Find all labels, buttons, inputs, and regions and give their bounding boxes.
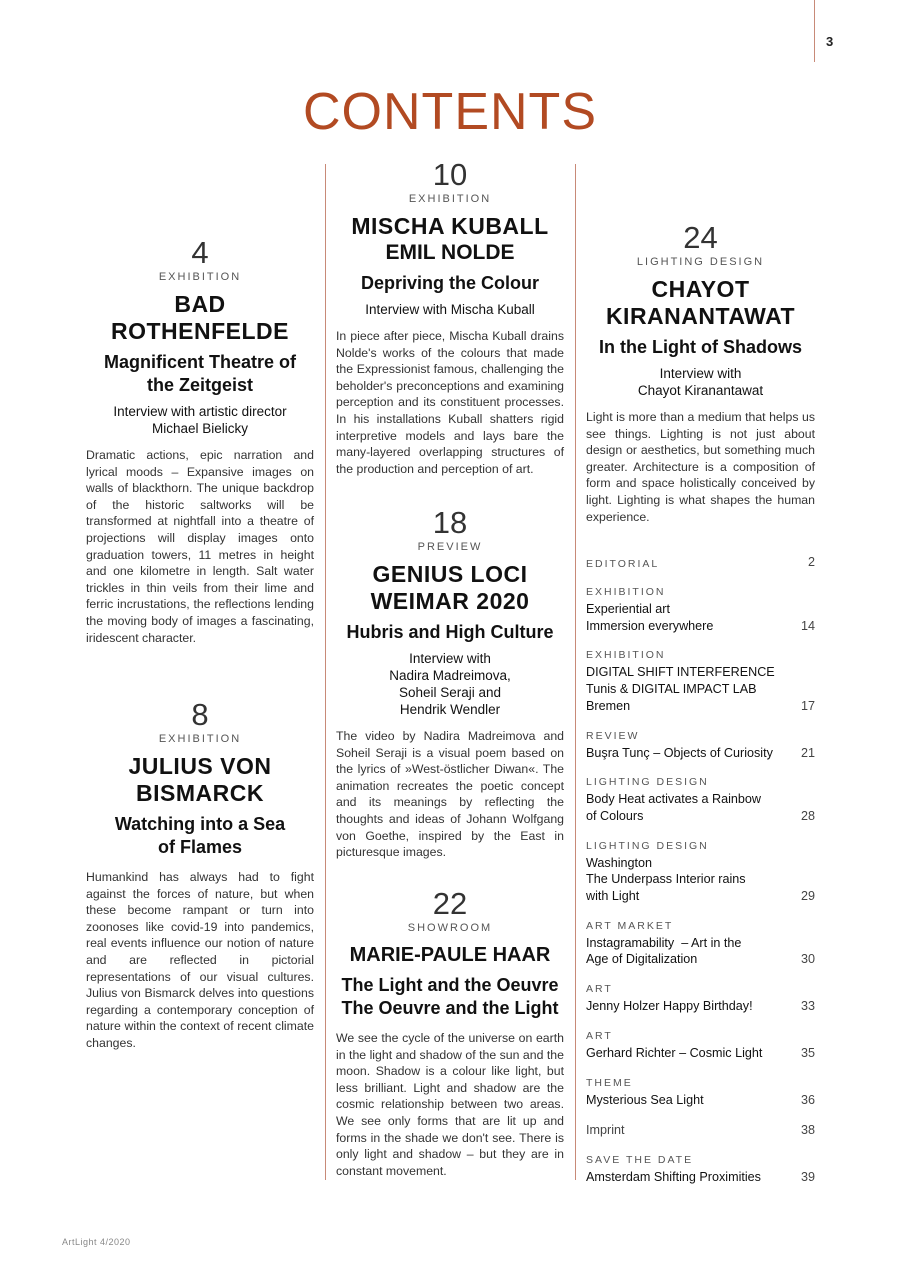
toc-item[interactable] (586, 585, 815, 634)
article-subhead: The Light and the Oeuvre The Oeuvre and the Light (341, 975, 559, 1018)
article-subhead: Watching into a Sea of Flames (114, 814, 286, 857)
toc-title: Gerhard Richter – Cosmic Light (586, 1045, 763, 1060)
toc-category: ART (586, 1029, 613, 1042)
toc-category: EXHIBITION (586, 649, 666, 662)
toc-title: DIGITAL SHIFT INTERFERENCE Tunis & DIGITAL IMPACT LAB Bremen (586, 665, 775, 713)
toc-item-imprint[interactable] (586, 1122, 815, 1139)
article-interview: Interview with Mischa Kuball (365, 302, 535, 317)
toc-title: Jenny Holzer Happy Birthday! (586, 999, 753, 1014)
toc-page-number: 33 (800, 999, 815, 1014)
article-genius-loci-weimar[interactable] (336, 506, 564, 861)
article-body: We see the cycle of the universe on earth in the light and shadow of the sun and the moon. Shadow is a colour like light, but less brilliant. Light and shadow are the cosmic relationship between two areas. We see only forms that are lit up and forms in the shade we don't see. There is only light and shadow – but they are in constant movement. (336, 1031, 564, 1178)
toc-item[interactable] (586, 729, 815, 762)
toc-list (586, 557, 815, 1200)
article-interview: Interview with Nadira Madreimova, Soheil Seraji and Hendrik Wendler (389, 651, 511, 717)
left-column (86, 0, 314, 1273)
article-mischa-kuball[interactable] (336, 158, 564, 477)
toc-title: Imprint (586, 1123, 625, 1138)
toc-title: Buşra Tunç – Objects of Curiosity (586, 745, 773, 760)
article-section: LIGHTING DESIGN (636, 256, 765, 268)
article-subhead: Magnificent Theatre of the Zeitgeist (103, 352, 296, 395)
article-interview: Interview with Chayot Kiranantawat (637, 366, 764, 398)
middle-column (336, 0, 564, 1273)
article-headline: JULIUS VON BISMARCK (128, 753, 272, 806)
toc-page-number: 28 (800, 808, 815, 823)
article-subhead: In the Light of Shadows (599, 337, 802, 357)
toc-category: EXHIBITION (586, 586, 666, 598)
toc-page-number: 17 (800, 698, 815, 713)
article-subhead: Hubris and High Culture (346, 622, 554, 642)
article-body: The video by Nadira Madreimova and Soheil Seraji is a visual poem based on the lyrics of »West-östlicher Diwan«. The animation recreates the poetic concept and its meanings by reflecting the thoughts and ideas of Johann Wolfgang von Goethe, inspired by the East in picturesque images. (336, 729, 564, 860)
article-page-number: 18 (432, 505, 468, 540)
article-interview: Interview with artistic director Michael Bielicky (113, 404, 287, 436)
column-divider-right (575, 164, 576, 1180)
toc-category: EDITORIAL (586, 558, 660, 570)
toc-title: Washington The Underpass Interior rains with Light (586, 855, 746, 904)
toc-title: Body Heat activates a Rainbow of Colours (586, 792, 762, 823)
article-body: Humankind has always had to fight against the forces of nature, but when these become rampant or turn into zoonoses like covid-19 into pandemics, real events influence our notion of nature and are reflected in pictorial representations of our visual cultures. Julius von Bismarck delves into questions regarding a contemporary conception of nature within the context of recent climate changes. (86, 870, 314, 1050)
toc-item[interactable] (586, 1029, 815, 1062)
page-title: CONTENTS (303, 83, 597, 141)
toc-item[interactable] (586, 919, 815, 968)
article-section: EXHIBITION (158, 271, 242, 283)
toc-page-number: 14 (800, 618, 815, 633)
toc-item[interactable] (586, 557, 815, 571)
toc-category: ART MARKET (586, 919, 674, 932)
toc-item[interactable] (586, 648, 815, 714)
article-chayot-kiranantawat[interactable] (586, 221, 815, 525)
toc-category: LIGHTING DESIGN (586, 776, 709, 789)
toc-category: REVIEW (586, 729, 640, 742)
article-headline: GENIUS LOCI WEIMAR 2020 (370, 561, 530, 614)
article-section: SHOWROOM (407, 922, 493, 934)
article-julius-von-bismarck[interactable] (86, 698, 314, 1052)
article-headline: CHAYOT KIRANANTAWAT (605, 276, 796, 329)
article-body: In piece after piece, Mischa Kuball drains Nolde's works of the colours that made the Expressionist famous, challenging the beholder's preconceptions and examining perception and its constituent processes. In his installations Kuball shatters rigid interpretive models and lays bare the many-layered overlapping structures of the production and perception of art. (336, 329, 564, 476)
toc-page-number: 36 (800, 1092, 815, 1107)
article-section: PREVIEW (417, 541, 483, 553)
right-column (586, 0, 815, 540)
toc-page-number: 35 (800, 1045, 815, 1060)
toc-title: Experiential art Immersion everywhere (586, 602, 714, 633)
article-body: Light is more than a medium that helps us see things. Lighting is not just about design or aesthetics, but something much greater. Architecture is a composition of form and space holistically conceived by light. Lighting is what shapes the human experience. (586, 410, 815, 524)
toc-page-number: 21 (800, 745, 815, 760)
article-page-number: 8 (191, 697, 209, 732)
article-headline-secondary: EMIL NOLDE (385, 241, 515, 264)
article-headline: MISCHA KUBALL (351, 213, 549, 239)
article-headline: BAD ROTHENFELDE (111, 291, 289, 344)
toc-page-number: 38 (800, 1123, 815, 1138)
page-number: 3 (826, 34, 834, 49)
toc-item[interactable] (586, 839, 815, 905)
toc-category: SAVE THE DATE (586, 1153, 694, 1166)
toc-item[interactable] (586, 982, 815, 1015)
article-page-number: 10 (432, 157, 468, 192)
toc-page-number: 2 (807, 555, 815, 570)
column-divider-left (325, 164, 326, 1180)
article-page-number: 22 (432, 886, 468, 921)
toc-page-number: 30 (800, 952, 815, 967)
article-section: EXHIBITION (158, 733, 242, 745)
article-page-number: 4 (191, 235, 209, 270)
article-marie-paule-haar[interactable] (336, 887, 564, 1179)
toc-title: Instagramability – Art in the Age of Digitalization (586, 935, 742, 967)
toc-item[interactable] (586, 775, 815, 824)
article-headline: MARIE-PAULE HAAR (349, 944, 551, 966)
article-body: Dramatic actions, epic narration and lyrical moods – Expansive images on walls of blackthorn. The unique backdrop of the historic saltworks will be transformed at nightfall into a theatre of projections will display images onto graduation towers, 11 metres in height and one kilometre in length. Salt water trickles in thin veils from their lime and ferric incrustations, the reflections lending the moving body of images a fascinating, iridescent character. (86, 448, 314, 645)
article-section: EXHIBITION (408, 193, 492, 205)
toc-page-number: 29 (800, 889, 815, 904)
toc-page-number: 39 (800, 1169, 815, 1184)
article-subhead: Depriving the Colour (360, 273, 539, 293)
toc-item[interactable] (586, 1076, 815, 1109)
article-bad-rothenfelde[interactable] (86, 236, 314, 646)
toc-item[interactable] (586, 1153, 815, 1186)
article-page-number: 24 (683, 220, 718, 255)
toc-category: LIGHTING DESIGN (586, 839, 709, 852)
toc-title: Amsterdam Shifting Proximities (586, 1169, 761, 1184)
footer-issue: ArtLight 4/2020 (62, 1237, 131, 1247)
toc-category: THEME (586, 1076, 633, 1089)
toc-title: Mysterious Sea Light (586, 1092, 704, 1107)
toc-category: ART (586, 983, 613, 996)
